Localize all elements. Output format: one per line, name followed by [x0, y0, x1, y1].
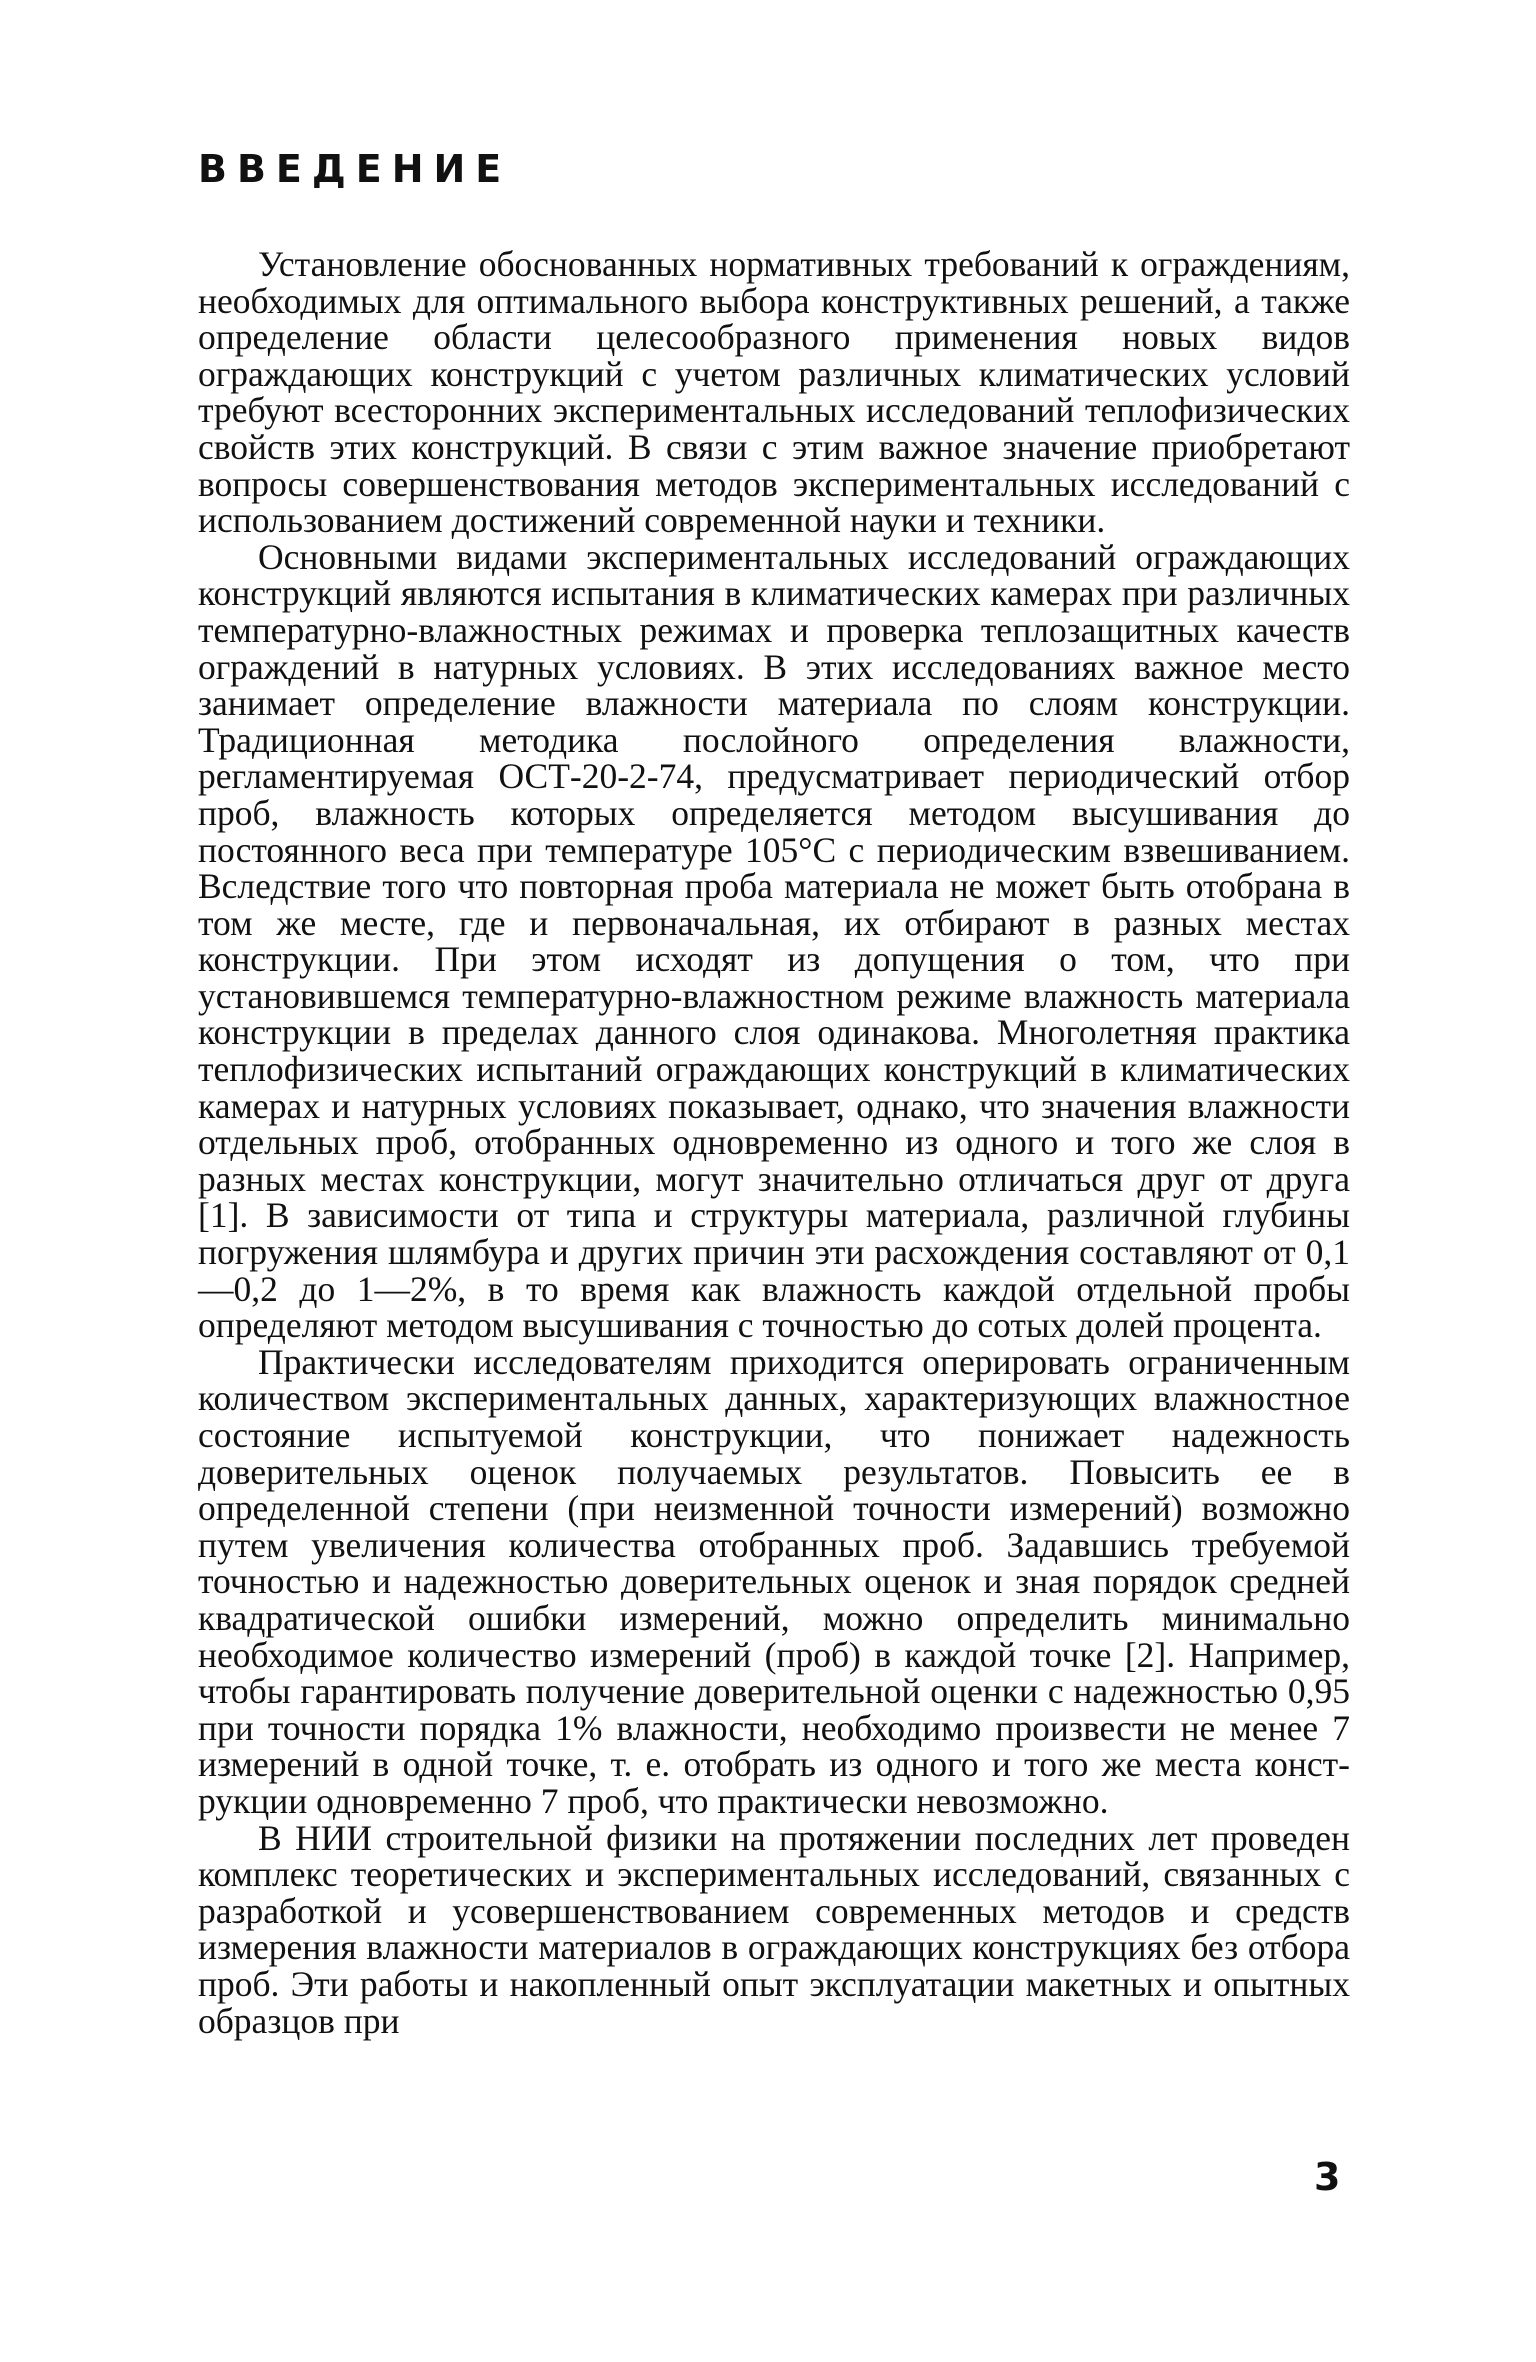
page-number: 3: [1314, 2155, 1341, 2199]
paragraph-2: Основными видами экспериментальных исследований ограждающих конструкций являются испытания в климатических камерах при различных температурно-влажностных режимах и проверка теплозащитных качеств ограждений в натурных условиях. В этих исследованиях важное место занимает определение влажности материала по слоям конструкции. Традиционная методика послойного определения влажности, регламентируемая ОСТ-20-2-74, предусматривает периодический отбор проб, влажность которых определяется методом высушивания до постоянного веса при температуре 105°С с периодическим взвешиванием. Вследствие того что повторная проба материала не может быть отобрана в том же месте, где и первоначальная, их отбирают в разных местах конструкции. При этом исходят из допущения о том, что при установившемся температурно-влажностном режиме влажность материала конструкции в пределах данного слоя одинакова. Многолетняя практика теплофизических испытаний ограждающих конструкций в климатических камерах и натурных условиях показывает, однако, что значения влажности отдельных проб, отобранных одновременно из одного и того же слоя в разных местах конструкции, могут значительно отличаться друг от друга [1]. В зависимости от типа и структуры материала, различной глубины погружения шлямбура и других причин эти расхождения составляют от 0,1—0,2 до 1—2%, в то время как влажность каждой отдельной пробы определяют методом высушивания с точностью до сотых долей процента.: [198, 536, 1350, 1346]
section-heading: ВВЕДЕНИЕ: [198, 147, 512, 191]
paragraph-1: Установление обоснованных нормативных требований к ограждениям, необходимых для оптимального выбора конструктивных решений, а также определение области целесообразного применения новых видов ограждающих конструкций с учетом различных климатических условий требуют всесторонних экспериментальных исследований теплофизических свойств этих конструкций. В связи с этим важное значение приобретают вопросы совершенствования методов экспериментальных исследований с использованием достижений современной науки и техники.: [198, 244, 1350, 541]
paragraph-3: Практически исследователям приходится оперировать ограниченным количеством экспериментальных данных, характеризующих влажностное состояние испытуемой конструкции, что понижает надежность доверительных оценок получаемых результатов. Повысить ее в определенной степени (при неизменной точности измерений) возможно путем увеличения количества отобранных проб. Задавшись требуемой точностью и надежностью доверительных оценок и зная порядок средней квадратической ошибки измерений, можно определить минимально необходимое количество измерений (проб) в каждой точке [2]. Например, чтобы гарантировать получение доверительной оценки с надежностью 0,95 при точности порядка 1% влажности, необходимо произвести не менее 7 измерений в одной точке, т. е. отобрать из одного и того же места конструкции одновременно 7 проб, что практически невозможно.: [198, 1341, 1350, 1821]
page-body: [198, 147, 1350, 2041]
paragraph-4: В НИИ строительной физики на протяжении последних лет проведен комплекс теоретических и экспериментальных исследований, связанных с разработкой и усовершенствованием современных методов и средств измерения влажности материалов в ограждающих конструкциях без отбора проб. Эти работы и накопленный опыт эксплуатации макетных и опытных образцов при: [198, 1817, 1350, 2041]
